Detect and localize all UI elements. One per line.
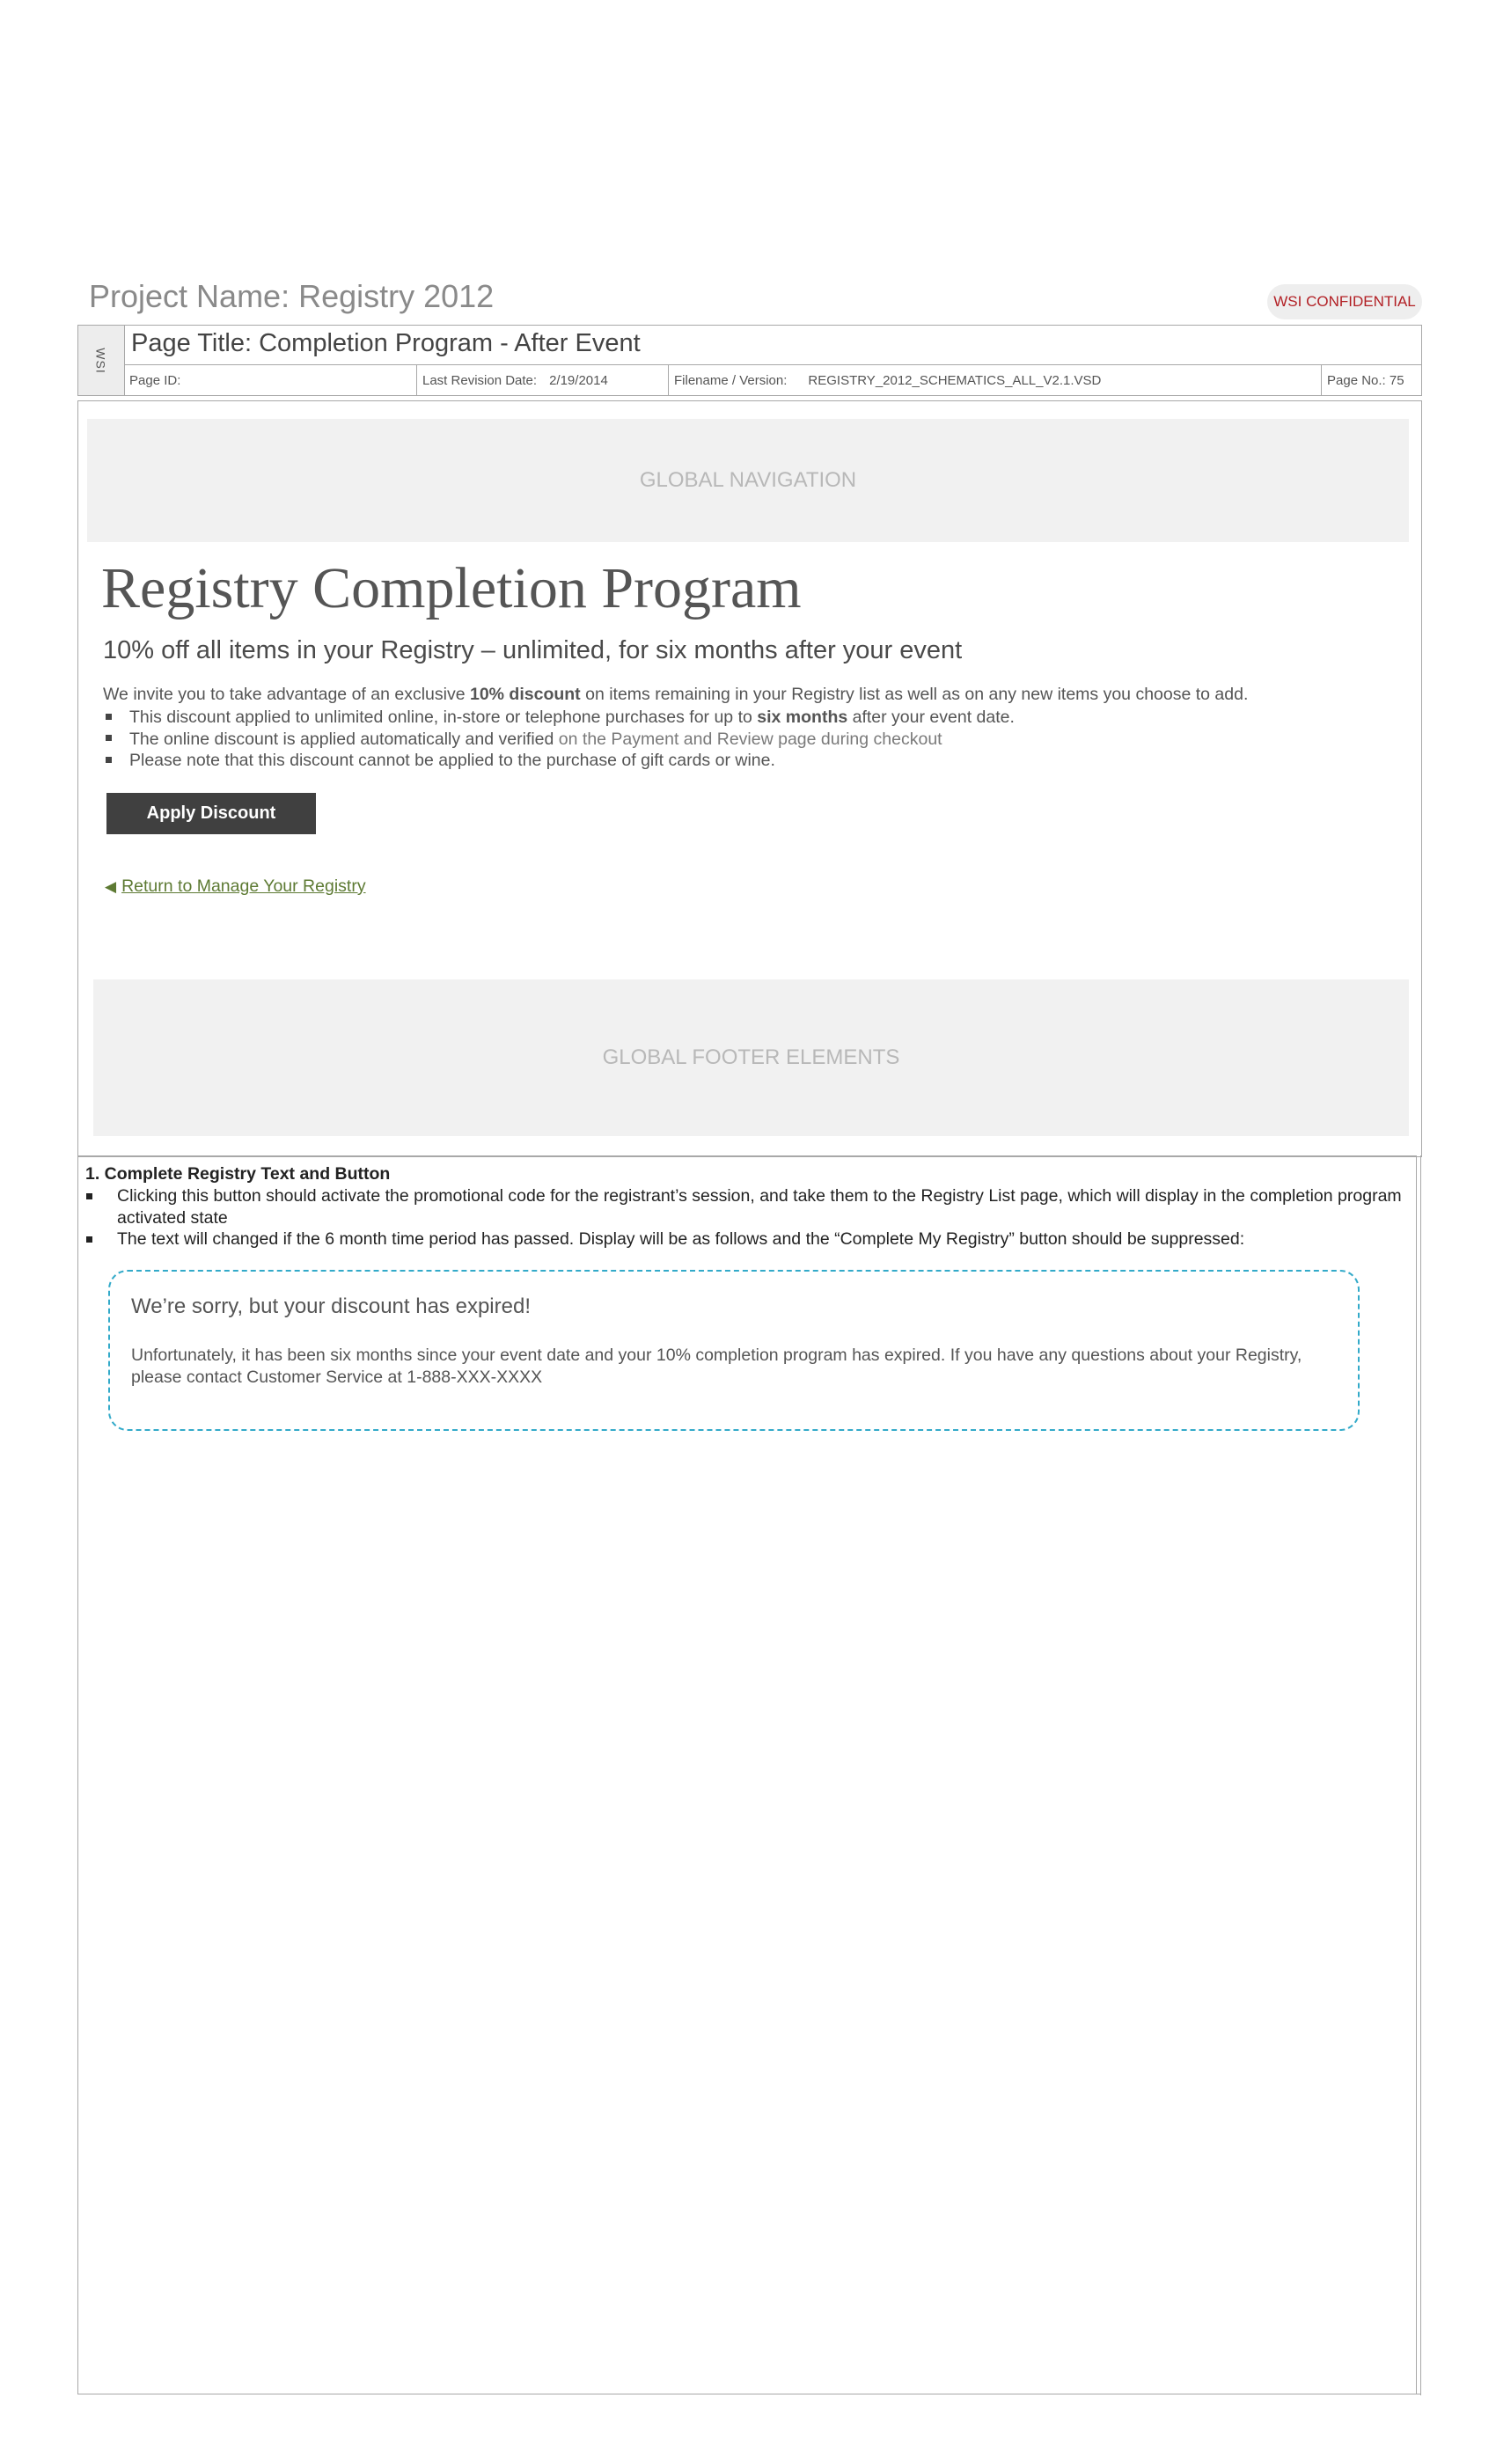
list-item [84, 1185, 1404, 1228]
page-heading: Registry Completion Program [101, 556, 802, 620]
page-title: Page Title: Completion Program - After Event [131, 329, 641, 357]
bullet-text: This discount applied to unlimited online, in-store or telephone purchases for up to [129, 708, 758, 727]
notes-title: 1. Complete Registry Text and Button [85, 1164, 391, 1184]
wireframe-frame [77, 400, 1422, 1157]
title-block [77, 325, 1422, 396]
bullet-square-icon [86, 1193, 92, 1199]
apply-discount-button[interactable]: Apply Discount [106, 793, 316, 834]
bullet-square-icon [106, 714, 112, 720]
list-item [103, 729, 1015, 751]
bullet-square-icon [106, 735, 112, 741]
expired-message-box [108, 1270, 1360, 1431]
left-arrow-icon: ◀ [105, 878, 117, 895]
bullet-square-icon [106, 757, 112, 763]
return-link-text[interactable]: Return to Manage Your Registry [121, 876, 366, 896]
page-number: Page No.: 75 [1327, 372, 1404, 388]
intro-text-end: on items remaining in your Registry list as well as on any new items you choose to add. [580, 685, 1249, 704]
bullet-text-muted: on the Payment and Review page during checkout [558, 729, 942, 749]
expired-title: We’re sorry, but your discount has expired! [131, 1294, 531, 1318]
global-navigation-placeholder: GLOBAL NAVIGATION [87, 419, 1409, 542]
expired-body: Unfortunately, it has been six months since your event date and your 10% completion program has expired. If you have any questions about your Registry, please contact Customer Service at 1-888-XXX-XXXX [131, 1346, 1302, 1387]
return-to-manage-registry-link[interactable] [105, 876, 366, 897]
wsi-cell [78, 326, 125, 395]
bullet-square-icon [86, 1236, 92, 1243]
list-item [103, 707, 1015, 729]
notes-list [84, 1185, 1404, 1250]
meta-row [124, 364, 1421, 395]
notes-shadow-edge [1417, 1155, 1421, 2395]
bullet-text: The online discount is applied automatically and verified [129, 729, 559, 749]
intro-text-bold: 10% discount [469, 685, 581, 704]
page-no-cell [1321, 365, 1422, 395]
page-id-cell [124, 365, 416, 395]
global-footer-placeholder: GLOBAL FOOTER ELEMENTS [93, 979, 1409, 1136]
bullet-text: Please note that this discount cannot be applied to the purchase of gift cards or wine. [129, 751, 775, 770]
note-text: Clicking this button should activate the promotional code for the registrant’s session, and take them to the Registry List page, which will display in the completion program activated state [117, 1186, 1402, 1228]
note-text: The text will changed if the 6 month time period has passed. Display will be as follows and the “Complete My Registry” button should be suppressed: [117, 1229, 1245, 1249]
page-id-label: Page ID: [129, 372, 181, 388]
project-name: Project Name: Registry 2012 [89, 278, 495, 314]
filename-label: Filename / Version: [674, 372, 788, 388]
intro-text-start: We invite you to take advantage of an exclusive [103, 685, 470, 704]
revision-cell [416, 365, 669, 395]
revision-label: Last Revision Date: [422, 372, 538, 388]
filename-cell [668, 365, 1322, 395]
discount-bullet-list [103, 707, 1015, 772]
wsi-label: WSI [93, 347, 108, 374]
list-item [84, 1228, 1404, 1250]
page-subheading: 10% off all items in your Registry – unlimited, for six months after your event [103, 636, 963, 664]
filename-value: REGISTRY_2012_SCHEMATICS_ALL_V2.1.VSD [808, 372, 1102, 388]
intro-text [103, 685, 1248, 705]
revision-date: 2/19/2014 [549, 372, 608, 388]
annotation-notes [77, 1155, 1417, 2394]
bullet-text-end: after your event date. [847, 708, 1015, 727]
list-item [103, 750, 1015, 772]
confidential-badge: WSI CONFIDENTIAL [1267, 284, 1422, 319]
bullet-text-bold: six months [757, 708, 848, 727]
